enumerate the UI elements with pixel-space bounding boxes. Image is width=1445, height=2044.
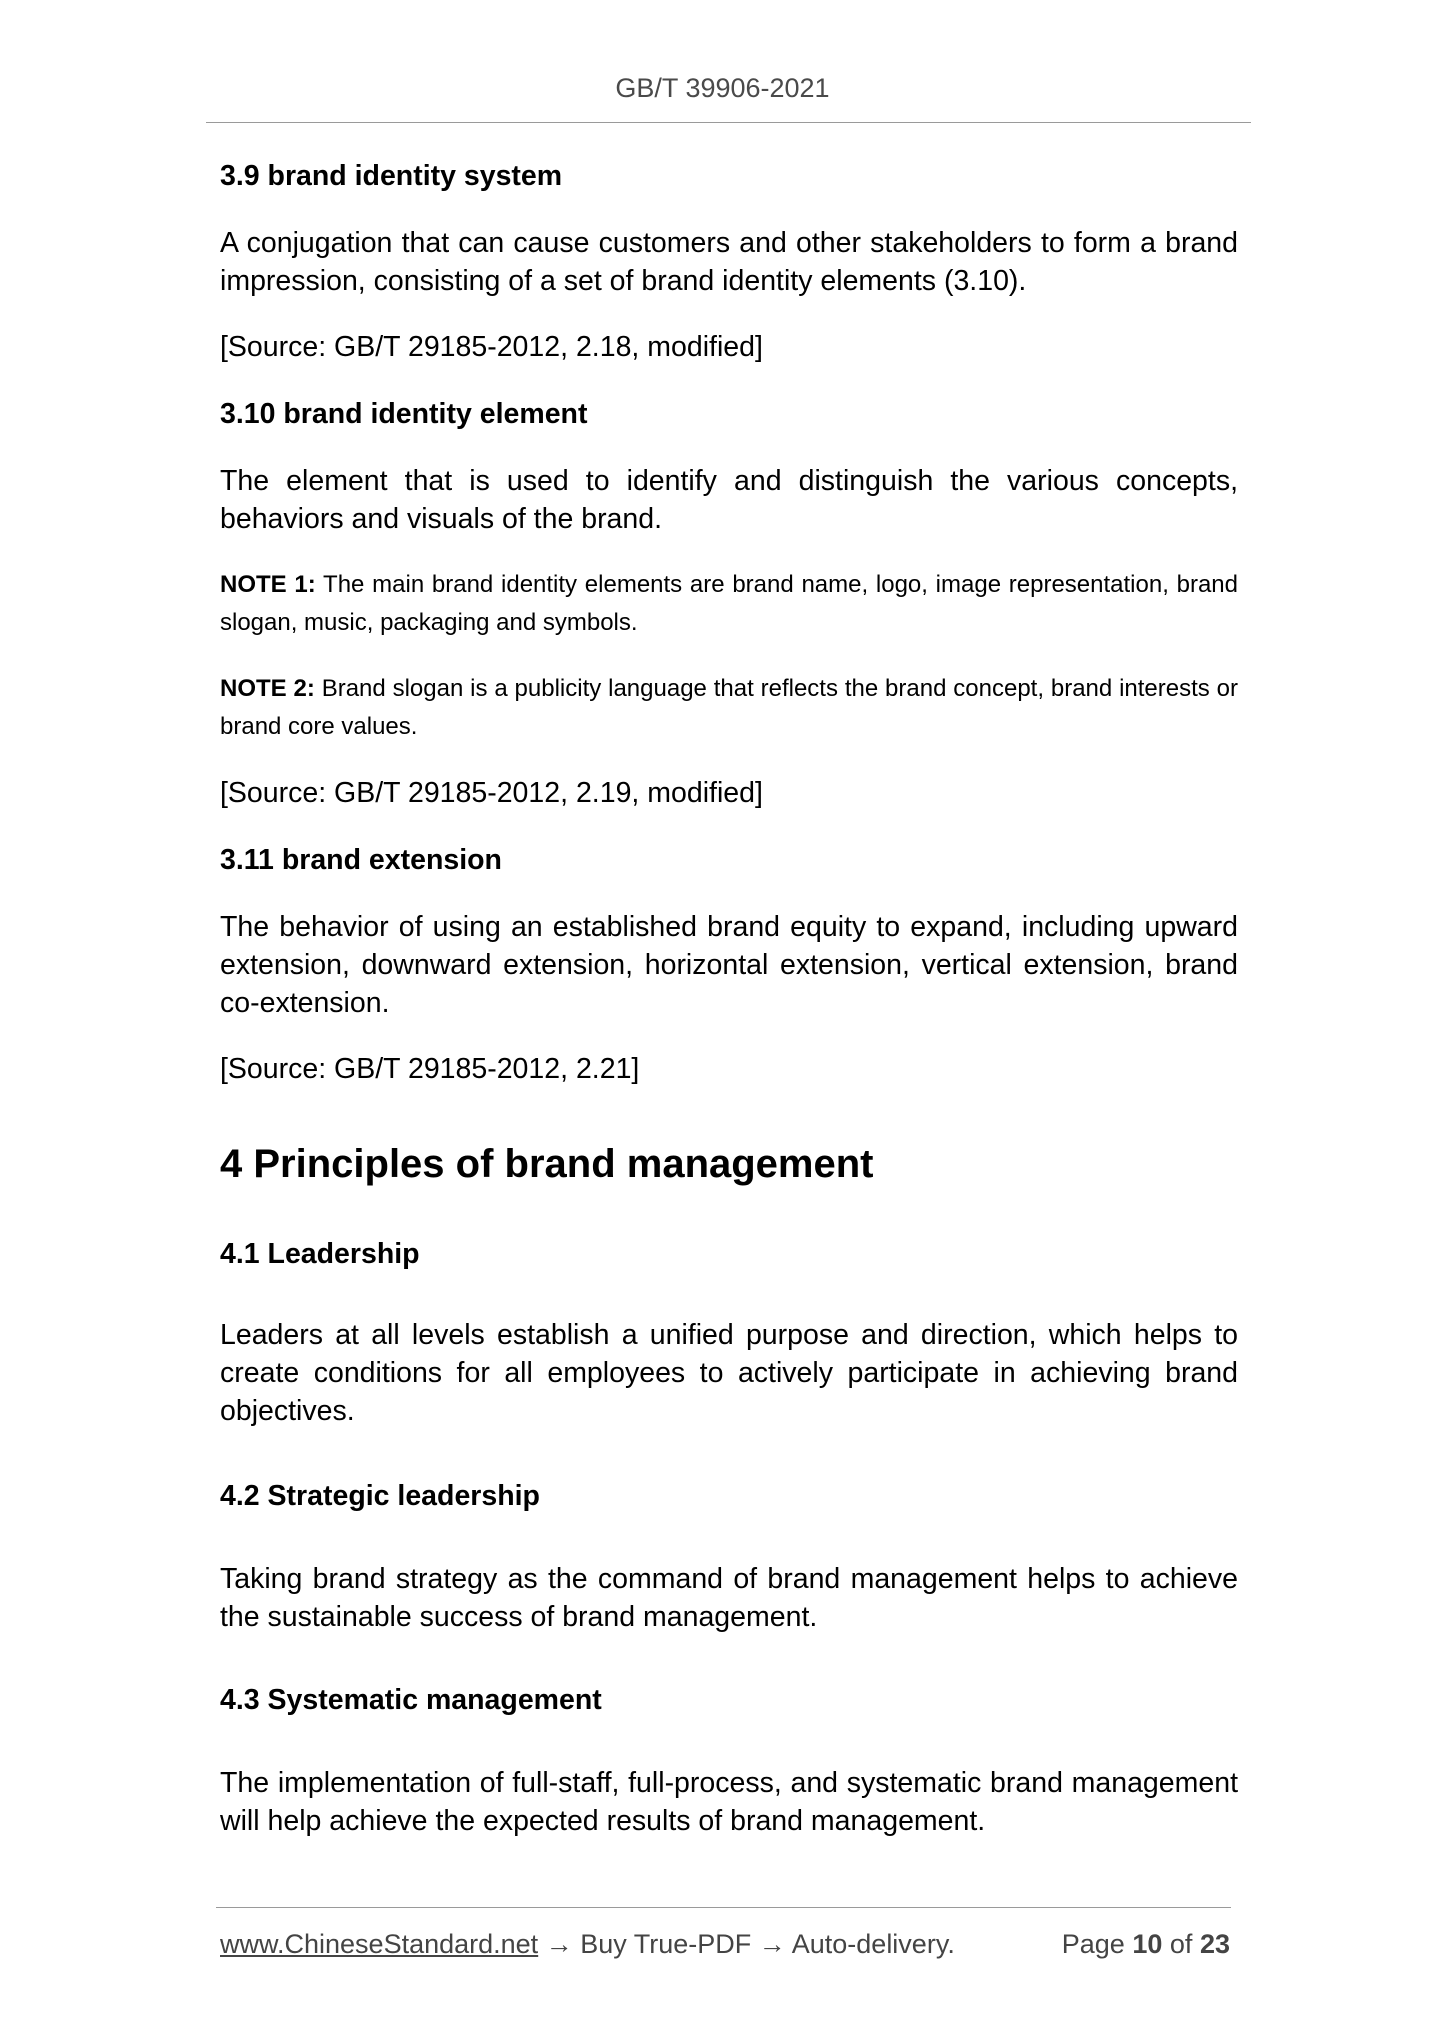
section-body-4-1: Leaders at all levels establish a unified purpose and direction, which helps to create conditions for all employees to actively participate in achieving brand objectives. — [220, 1319, 1238, 1427]
section-heading-3-11: 3.11 brand extension — [220, 844, 502, 876]
section-heading-4-1: 4.1 Leadership — [220, 1238, 420, 1270]
page-total: 23 — [1199, 1929, 1230, 1959]
header-divider — [206, 122, 1251, 123]
footer-tagline: → Buy True-PDF → Auto-delivery. — [538, 1929, 955, 1959]
page-word: Page — [1061, 1929, 1125, 1959]
document-header: GB/T 39906-2021 — [615, 73, 830, 103]
note-1-label: NOTE 1: — [220, 571, 316, 598]
note-2-text: Brand slogan is a publicity language that reflects the brand concept, brand interests or brand core values. — [220, 675, 1238, 740]
section-body-4-3: The implementation of full-staff, full-process, and systematic brand management will help achieve the expected results of brand management. — [220, 1767, 1238, 1837]
document-body — [220, 156, 1238, 1840]
website-link[interactable]: www.ChineseStandard.net — [220, 1929, 539, 1959]
section-body-4-2: Taking brand strategy as the command of brand management helps to achieve the sustainable success of brand management. — [220, 1563, 1238, 1633]
page-footer — [220, 1924, 1230, 1964]
section-heading-3-9: 3.9 brand identity system — [220, 160, 563, 192]
section-source-3-11: [Source: GB/T 29185-2012, 2.21] — [220, 1053, 640, 1085]
page-number — [1062, 1924, 1230, 1964]
section-heading-3-10: 3.10 brand identity element — [220, 398, 588, 430]
footer-promo — [220, 1924, 955, 1964]
section-source-3-10: [Source: GB/T 29185-2012, 2.19, modified] — [220, 777, 763, 809]
note-2 — [220, 670, 1238, 746]
section-heading-4-2: 4.2 Strategic leadership — [220, 1480, 540, 1512]
section-body-3-11: The behavior of using an established brand equity to expand, including upward extension, downward extension, horizontal extension, vertical extension, brand co-extension. — [220, 911, 1238, 1019]
section-body-3-9: A conjugation that can cause customers and other stakeholders to form a brand impression, consisting of a set of brand identity elements (3.10). — [220, 227, 1238, 297]
footer-divider — [216, 1907, 1231, 1908]
section-heading-4-3: 4.3 Systematic management — [220, 1684, 602, 1716]
chapter-heading-4: 4 Principles of brand management — [220, 1142, 874, 1186]
page-current: 10 — [1132, 1929, 1163, 1959]
note-1 — [220, 566, 1238, 642]
section-source-3-9: [Source: GB/T 29185-2012, 2.18, modified] — [220, 331, 763, 363]
of-word: of — [1169, 1929, 1193, 1959]
section-body-3-10: The element that is used to identify and distinguish the various concepts, behaviors and visuals of the brand. — [220, 465, 1238, 535]
note-1-text: The main brand identity elements are brand name, logo, image representation, brand slogan, music, packaging and symbols. — [220, 571, 1238, 636]
note-2-label: NOTE 2: — [220, 675, 315, 702]
